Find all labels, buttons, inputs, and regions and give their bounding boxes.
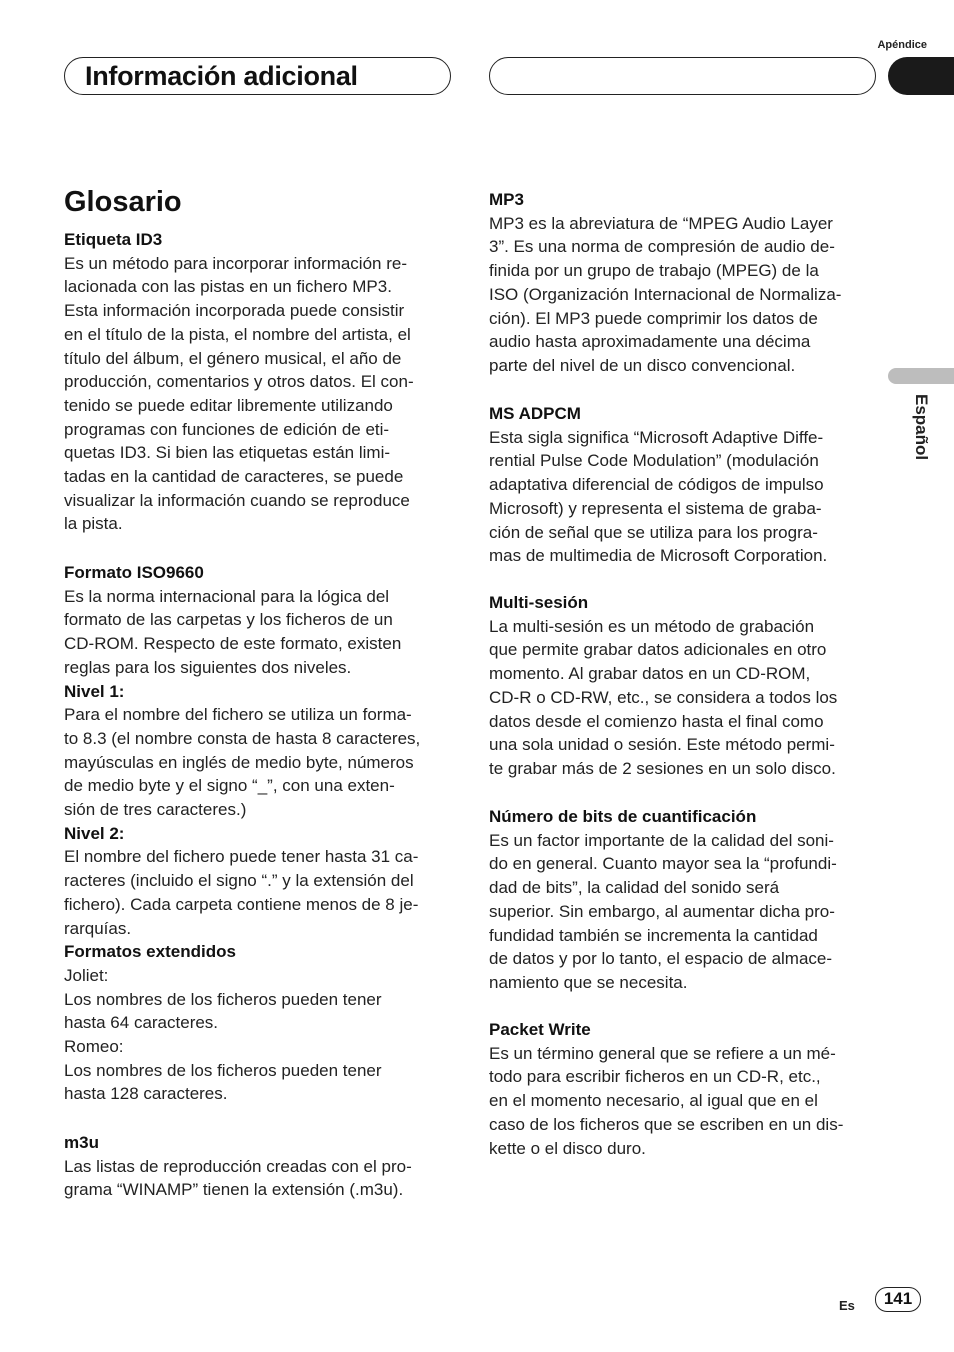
subsection-title: Nivel 1: — [64, 681, 125, 701]
page-number: 141 — [883, 1289, 913, 1308]
definition-line: caso de los ficheros que se escriben en un dis- — [489, 1114, 844, 1134]
definition-line: la pista. — [64, 514, 123, 534]
definition-line: adaptativa diferencial de códigos de impulso — [489, 475, 824, 495]
definition-line: 3”. Es una norma de compresión de audio de- — [489, 237, 835, 257]
language-side-label — [913, 394, 929, 494]
definition-line: Los nombres de los ficheros pueden tener — [64, 989, 382, 1009]
definition-line: de datos y por lo tanto, el espacio de almace- — [489, 949, 833, 969]
header-empty-box — [489, 57, 876, 95]
subsection-title: Nivel 2: — [64, 823, 125, 843]
definition-line: reglas para los siguientes dos niveles. — [64, 657, 352, 677]
definition-line: de medio byte y el signo “_”, con una exten- — [64, 776, 395, 796]
subsection-title: Formatos extendidos — [64, 942, 236, 962]
definition-line: grama “WINAMP” tienen la extensión (.m3u). — [64, 1180, 404, 1200]
definition-line: formato de las carpetas y los ficheros de un — [64, 610, 393, 630]
definition-line: tenido se puede editar libremente utilizando — [64, 395, 393, 415]
definition-line: Es un método para incorporar información re- — [64, 253, 407, 273]
definition-line: Las listas de reproducción creadas con el pro- — [64, 1156, 412, 1176]
definition-line: Esta información incorporada puede consistir — [64, 301, 405, 321]
definition-line: parte del nivel de un disco convencional. — [489, 355, 796, 375]
definition-line: programas con funciones de edición de eti- — [64, 419, 390, 439]
term-title: m3u — [64, 1133, 99, 1152]
definition-line: Microsoft) y representa el sistema de graba- — [489, 498, 822, 518]
definition-line: Es la norma internacional para la lógica del — [64, 586, 390, 606]
section-label: Apéndice — [877, 39, 927, 51]
page-heading: Glosario — [64, 186, 182, 218]
definition-line: datos desde el comienzo hasta el final como — [489, 711, 824, 731]
definition-line: quetas ID3. Si bien las etiquetas están limi- — [64, 443, 391, 463]
definition-line: do en general. Cuanto mayor sea la “profundi- — [489, 854, 837, 874]
definition-line: todo para escribir ficheros en un CD-R, etc., — [489, 1067, 821, 1087]
definition-line: visualizar la información cuando se reproduce — [64, 490, 410, 510]
definition-line: fichero). Cada carpeta contiene menos de 8 je- — [64, 894, 419, 914]
definition-line: que permite grabar datos adicionales en otro — [489, 640, 827, 660]
header-title-box — [64, 57, 451, 95]
definition-line: mayúsculas en inglés de medio byte, números — [64, 752, 414, 772]
definition-line: ISO (Organización Internacional de Normaliza- — [489, 284, 842, 304]
definition-line: audio hasta aproximadamente una décima — [489, 332, 811, 352]
glossary-entry-mp3 — [489, 188, 884, 378]
definition-line: dad de bits”, la calidad del sonido será — [489, 878, 780, 898]
definition-line: rential Pulse Code Modulation” (modulación — [489, 451, 819, 471]
definition-line: tadas en la cantidad de caracteres, se puede — [64, 467, 404, 487]
definition-line: La multi-sesión es un método de grabación — [489, 616, 815, 636]
definition-line: mas de multimedia de Microsoft Corporation. — [489, 546, 828, 566]
definition-line: hasta 64 caracteres. — [64, 1013, 219, 1033]
definition-line: título del álbum, el género musical, el año de — [64, 348, 402, 368]
definition-line: ción). El MP3 puede comprimir los datos de — [489, 308, 818, 328]
definition-line: Es un factor importante de la calidad del soni- — [489, 830, 834, 850]
term-title: MP3 — [489, 190, 524, 209]
definition-line: te grabar más de 2 sesiones en un solo disco. — [489, 758, 836, 778]
definition-line: to 8.3 (el nombre consta de hasta 8 caracteres, — [64, 728, 421, 748]
definition-line: finida por un grupo de trabajo (MPEG) de la — [489, 261, 819, 281]
definition-line: rarquías. — [64, 918, 132, 938]
definition-line: MP3 es la abreviatura de “MPEG Audio Layer — [489, 213, 833, 233]
page-number-badge — [875, 1287, 921, 1312]
definition-line: ción de señal que se utiliza para los progra- — [489, 522, 818, 542]
definition-line: superior. Sin embargo, al aumentar dicha pro- — [489, 901, 835, 921]
header-title: Información adicional — [85, 61, 358, 91]
term-title: Packet Write — [489, 1020, 591, 1039]
term-title: Etiqueta ID3 — [64, 230, 163, 249]
definition-line: kette o el disco duro. — [489, 1138, 646, 1158]
definition-line: CD-ROM. Respecto de este formato, existen — [64, 634, 402, 654]
term-title: Multi-sesión — [489, 593, 589, 612]
glossary-entry-ms-adpcm — [489, 402, 884, 568]
definition-line: producción, comentarios y otros datos. El con- — [64, 372, 414, 392]
definition-line: Esta sigla significa “Microsoft Adaptive Diffe- — [489, 427, 824, 447]
glossary-entry-bit-depth — [489, 805, 884, 995]
definition-line: Los nombres de los ficheros pueden tener — [64, 1060, 382, 1080]
definition-line: namiento que se necesita. — [489, 972, 688, 992]
definition-line: Para el nombre del fichero se utiliza un forma- — [64, 705, 412, 725]
glossary-entry-multisession — [489, 591, 884, 781]
language-side-label-text: Español — [912, 394, 931, 461]
term-title: Formato ISO9660 — [64, 563, 204, 582]
definition-line: CD-R o CD-RW, etc., se considera a todos los — [489, 687, 838, 707]
definition-line: Romeo: — [64, 1037, 124, 1057]
glossary-entry-id3 — [64, 228, 456, 536]
definition-line: lacionada con las pistas en un fichero MP3. — [64, 277, 392, 297]
glossary-entry-packet-write — [489, 1018, 884, 1160]
footer-language: Es — [839, 1298, 855, 1313]
definition-line: una sola unidad o sesión. Este método permi- — [489, 735, 835, 755]
term-title: Número de bits de cuantificación — [489, 807, 757, 826]
header-tab — [888, 57, 954, 95]
definition-line: El nombre del fichero puede tener hasta 31 ca- — [64, 847, 419, 867]
language-tab — [888, 368, 954, 384]
definition-line: racteres (incluido el signo “.” y la extensión del — [64, 871, 414, 891]
definition-line: momento. Al grabar datos en un CD-ROM, — [489, 664, 811, 684]
definition-line: hasta 128 caracteres. — [64, 1084, 228, 1104]
definition-line: en el momento necesario, al igual que en el — [489, 1091, 818, 1111]
term-title: MS ADPCM — [489, 404, 581, 423]
definition-line: sión de tres caracteres.) — [64, 800, 247, 820]
glossary-entry-m3u — [64, 1131, 456, 1202]
definition-line: en el título de la pista, el nombre del artista, el — [64, 324, 411, 344]
definition-line: Joliet: — [64, 965, 109, 985]
definition-line: fundidad también se incrementa la cantidad — [489, 925, 818, 945]
definition-line: Es un término general que se refiere a un mé- — [489, 1043, 836, 1063]
glossary-entry-iso9660 — [64, 561, 456, 1106]
